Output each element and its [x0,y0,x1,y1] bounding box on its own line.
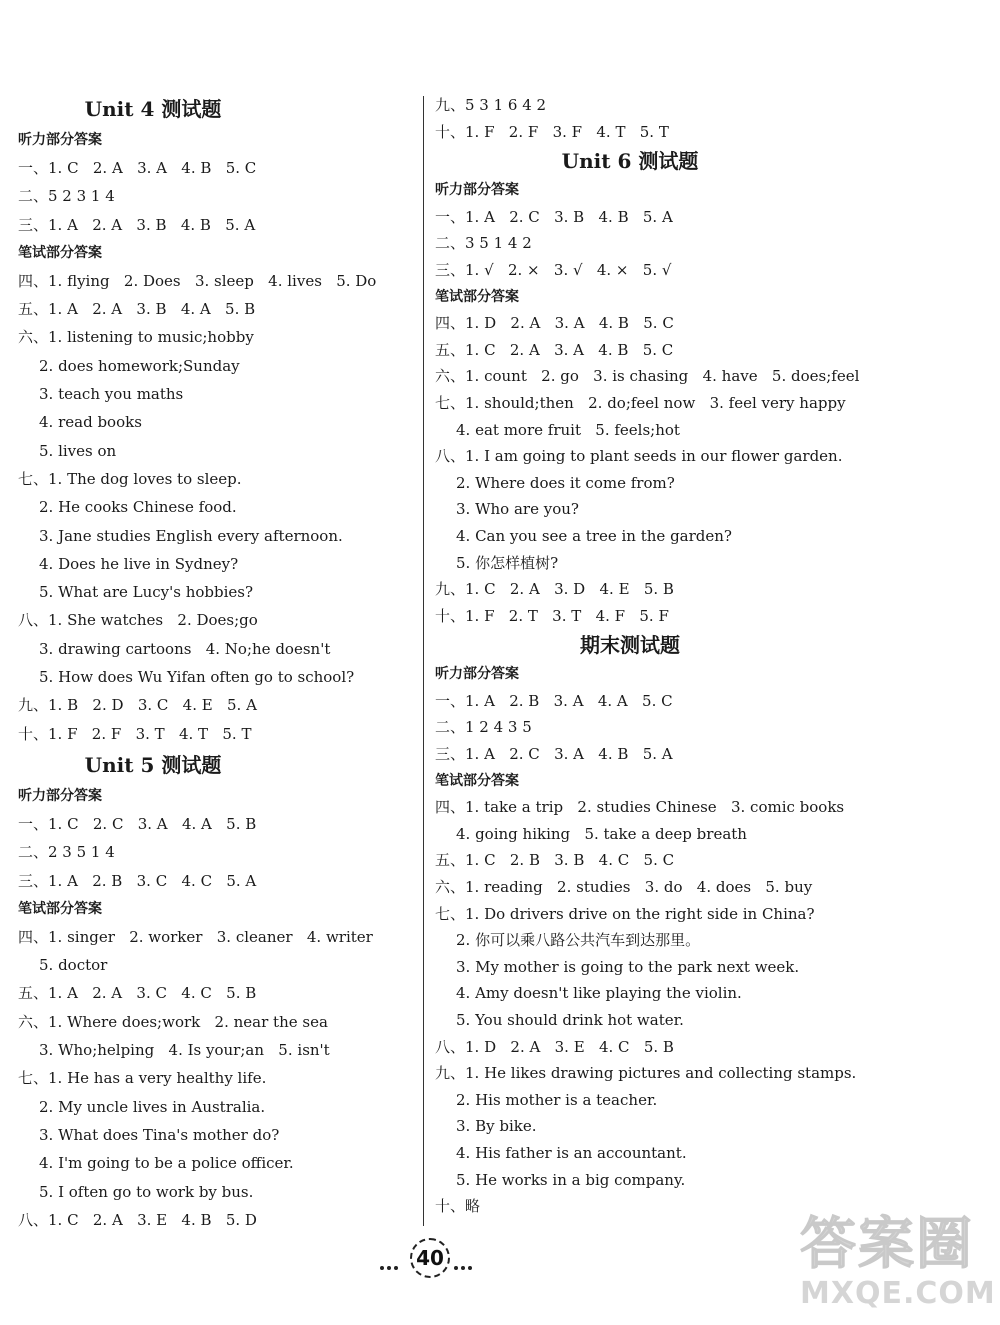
column-divider [423,96,424,1226]
answer-line: 九、1. B 2. D 3. C 4. E 5. A [18,696,257,715]
answer-line: 二、3 5 1 4 2 [435,234,532,253]
answer-line: 四、1. flying 2. Does 3. sleep 4. lives 5. Do [18,271,377,290]
answer-line: 十、略 [435,1197,481,1216]
answer-line: 2. He cooks Chinese food. [39,498,237,517]
decorative-dots-left [380,1255,406,1261]
answer-line: 四、1. D 2. A 3. A 4. B 5. C [435,314,674,333]
unit5-title: Unit 5 测试题 [84,752,222,777]
answer-line: 2. Where does it come from? [456,473,675,492]
answer-line: 九、5 3 1 6 4 2 [435,96,547,114]
answer-line: 十、1. F 2. F 3. F 4. T 5. T [435,122,669,141]
page-number-badge [380,1238,480,1278]
answer-line: 一、1. A 2. B 3. A 4. A 5. C [435,691,673,710]
page-number: 40 [410,1238,450,1278]
unit4-listening-heading: 听力部分答案 [18,132,102,148]
answer-line: 5. lives on [39,441,117,460]
answer-line: 五、1. C 2. B 3. B 4. C 5. C [435,851,675,870]
answer-line: 2. does homework;Sunday [39,356,240,375]
unit6-written-heading: 笔试部分答案 [435,288,519,305]
right-column [435,92,860,1220]
answer-line: 四、1. singer 2. worker 3. cleaner 4. writer [18,927,373,946]
answer-line: 2. My uncle lives in Australia. [39,1097,266,1116]
answer-line: 4. I'm going to be a police officer. [39,1154,294,1173]
watermark-logo [800,1200,996,1320]
answer-line: 二、5 2 3 1 4 [18,187,115,206]
answer-line: 五、1. A 2. A 3. B 4. A 5. B [18,300,256,319]
answer-line: 5. doctor [39,956,108,975]
answer-line: 5. What are Lucy's hobbies? [39,583,254,602]
answer-line: 七、1. He has a very healthy life. [18,1069,267,1088]
unit5-listening-heading: 听力部分答案 [18,787,102,804]
answer-line: 九、1. He likes drawing pictures and collecting stamps. [435,1064,857,1083]
decorative-dots-right [454,1255,480,1261]
answer-line: 八、1. She watches 2. Does;go [18,611,258,630]
answer-line: 4. Does he live in Sydney? [39,554,239,573]
answer-line: 二、1 2 4 3 5 [435,718,532,737]
answer-line: 3. Jane studies English every afternoon. [39,526,343,545]
answer-line: 八、1. C 2. A 3. E 4. B 5. D [18,1210,257,1229]
answer-line: 一、1. C 2. A 3. A 4. B 5. C [18,159,257,177]
answer-line: 4. Can you see a tree in the garden? [456,526,732,545]
answer-line: 3. By bike. [456,1117,537,1136]
unit4-written-heading: 笔试部分答案 [18,244,102,261]
answer-line: 五、1. A 2. A 3. C 4. C 5. B [18,984,257,1003]
answer-line: 3. Who;helping 4. Is your;an 5. isn't [39,1041,330,1060]
answer-line: 三、1. A 2. B 3. C 4. C 5. A [18,871,257,890]
answer-line: 七、1. should;then 2. do;feel now 3. feel very happy [435,393,846,412]
answer-line: 4. eat more fruit 5. feels;hot [456,420,680,439]
final-written-heading: 笔试部分答案 [435,772,519,789]
answer-line: 一、1. A 2. C 3. B 4. B 5. A [435,207,673,226]
answer-line: 5. You should drink hot water. [456,1011,684,1029]
answer-line: 六、1. count 2. go 3. is chasing 4. have 5. does;feel [435,367,860,386]
answer-line: 2. His mother is a teacher. [456,1090,658,1109]
answer-line: 十、1. F 2. F 3. T 4. T 5. T [18,724,252,743]
answer-line: 3. drawing cartoons 4. No;he doesn't [39,639,331,658]
unit4-title: Unit 4 测试题 [84,97,222,121]
answer-line: 2. 你可以乘八路公共汽车到达那里。 [456,931,701,950]
answer-line: 十、1. F 2. T 3. T 4. F 5. F [435,606,669,625]
answer-line: 5. I often go to work by bus. [39,1182,254,1201]
answer-line: 九、1. C 2. A 3. D 4. E 5. B [435,580,674,599]
answer-line: 三、1. √ 2. × 3. √ 4. × 5. √ [435,260,672,279]
answer-line: 3. My mother is going to the park next week. [456,957,800,976]
unit5-written-heading: 笔试部分答案 [18,900,102,917]
answer-line: 三、1. A 2. A 3. B 4. B 5. A [18,215,256,234]
left-column [18,92,398,1234]
answer-line: 3. Who are you? [456,500,579,519]
watermark-text-cn: 答案圈 [800,1212,974,1277]
answer-line: 5. 你怎样植树? [456,553,559,572]
answer-line: 5. How does Wu Yifan often go to school? [39,668,355,687]
answer-line: 三、1. A 2. C 3. A 4. B 5. A [435,745,673,764]
final-listening-heading: 听力部分答案 [435,666,519,683]
unit6-listening-heading: 听力部分答案 [435,182,519,199]
answer-line: 七、1. The dog loves to sleep. [18,469,242,488]
answer-line: 七、1. Do drivers drive on the right side in China? [435,904,815,923]
watermark-text-url: MXQE.COM [800,1276,996,1311]
answer-line: 五、1. C 2. A 3. A 4. B 5. C [435,340,674,359]
answer-line: 四、1. take a trip 2. studies Chinese 3. comic books [435,798,845,817]
answer-line: 八、1. D 2. A 3. E 4. C 5. B [435,1037,674,1056]
answer-line: 4. Amy doesn't like playing the violin. [456,984,742,1003]
answer-line: 一、1. C 2. C 3. A 4. A 5. B [18,814,257,833]
answer-line: 六、1. Where does;work 2. near the sea [18,1012,328,1031]
answer-line: 八、1. I am going to plant seeds in our flower garden. [435,447,843,466]
final-exam-title: 期末测试题 [580,633,680,658]
answer-line: 3. teach you maths [39,385,184,404]
answer-line: 六、1. reading 2. studies 3. do 4. does 5. buy [435,878,813,897]
answer-line: 4. read books [39,413,142,432]
answer-line: 4. going hiking 5. take a deep breath [456,824,747,843]
unit6-title: Unit 6 测试题 [561,149,699,174]
answer-line: 5. He works in a big company. [456,1170,686,1189]
answer-line: 二、2 3 5 1 4 [18,843,115,862]
answer-line: 3. What does Tina's mother do? [39,1125,280,1144]
answer-line: 六、1. listening to music;hobby [18,328,254,347]
answer-line: 4. His father is an accountant. [456,1143,687,1162]
